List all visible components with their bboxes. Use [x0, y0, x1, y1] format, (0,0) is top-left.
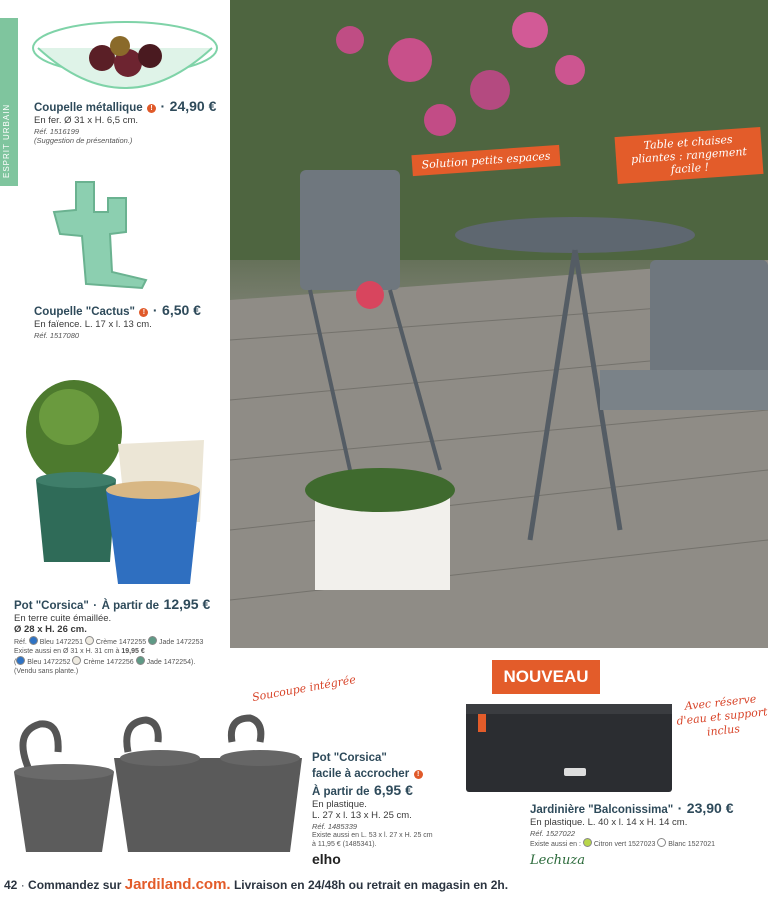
coupelle-metal-image: [30, 8, 220, 90]
coupelle-cactus-image: [46, 172, 156, 292]
pot-corsica-info: Pot "Corsica" · À partir de 12,95 € En terre cuite émaillée. Ø 28 x H. 26 cm. Réf. Bleu 1472251 Crème 1472255 Jade 1472253 Existe aussi en Ø 31 x H. 31 cm à 19,95 € ( Bleu 1472252 Crème 1472256 Jade 1472254). (Vendu sans plante.): [14, 596, 228, 676]
product-material: En plastique. L. 40 x l. 14 x H. 14 cm.: [530, 817, 688, 828]
label-folding-furniture: Table et chaises pliantes : rangement facile !: [615, 127, 764, 184]
label-small-spaces: Solution petits espaces: [411, 145, 560, 176]
ref-number: 1472253: [176, 638, 204, 646]
product-ref: Réf. 1485339: [312, 821, 358, 831]
product-material: En terre cuite émaillée.: [14, 613, 112, 624]
swatch-blue-icon: [16, 656, 25, 665]
product-name-line2: facile à accrocher: [312, 768, 410, 780]
footer-text-2: Livraison en 24/48h ou retrait en magasin en 2h.: [233, 878, 509, 892]
coupelle-cactus-info: Coupelle "Cactus" ! · 6,50 € En faïence. L. 17 x l. 13 cm. Réf. 1517080: [34, 302, 224, 340]
price-prefix: À partir de: [312, 786, 370, 798]
new-badge: NOUVEAU: [492, 660, 600, 694]
info-icon: !: [414, 770, 423, 779]
also-price: 19,95 €: [121, 647, 145, 655]
variants-label: Existe aussi en :: [530, 840, 581, 848]
ref-number: 1472255: [118, 638, 147, 646]
swatch-jade-icon: [136, 656, 145, 665]
section-tab-label: ESPRIT URBAIN: [2, 103, 11, 178]
product-material: En plastique.: [312, 799, 367, 810]
ref-number: 1527021: [687, 840, 716, 848]
product-price: 24,90 €: [169, 98, 217, 114]
footer-text-1: Commandez sur: [28, 878, 122, 892]
ref-label: Réf.: [14, 638, 27, 646]
brand-logo-elho: elho: [312, 851, 341, 868]
color-name: Blanc: [668, 840, 686, 848]
product-price: 6,50 €: [162, 302, 201, 318]
price-prefix: À partir de: [101, 600, 160, 612]
page-number: 42: [4, 878, 18, 892]
swatch-lime-icon: [583, 838, 592, 847]
also-exists-line: [14, 647, 228, 656]
pot-corsica-image: [14, 372, 214, 588]
swatch-cream-icon: [72, 656, 81, 665]
brand-logo-lechuza: Lechuza: [530, 853, 585, 869]
terrace-photo: [230, 0, 768, 648]
product-name: Coupelle métallique: [34, 102, 143, 114]
swatch-blue-icon: [29, 636, 38, 645]
product-material: En faïence. L. 17 x l. 13 cm.: [34, 319, 152, 330]
ref-number: 1472252: [43, 659, 71, 667]
product-name: Jardinière "Balconissima": [530, 804, 674, 816]
product-dims: L. 27 x l. 13 x H. 25 cm.: [312, 809, 412, 821]
product-price: 23,90 €: [686, 800, 734, 816]
product-name: Pot "Corsica": [14, 600, 89, 612]
page-footer: 42 · Commandez sur Jardiland.com. Livraison en 24/48h ou retrait en magasin en 2h.: [4, 876, 509, 893]
swatch-cream-icon: [85, 636, 94, 645]
jardiniere-image: [464, 700, 676, 796]
color-name: Citron vert: [593, 840, 627, 848]
also-exists: Existe aussi en Ø 31 x H. 31 cm à: [14, 647, 120, 655]
product-name: Coupelle "Cactus": [34, 306, 136, 318]
color-name: Bleu: [27, 659, 42, 667]
product-price: 6,95 €: [373, 782, 413, 798]
product-ref: Réf. 1517080: [34, 330, 80, 340]
info-icon: !: [139, 308, 148, 317]
ref-number: 1472254: [163, 659, 191, 667]
product-dims: Ø 28 x H. 26 cm.: [14, 623, 87, 635]
also-exists: Existe aussi en L. 53 x l. 27 x H. 25 cm: [312, 831, 433, 839]
product-price: 12,95 €: [163, 596, 211, 612]
product-note: (Suggestion de présentation.): [34, 135, 133, 145]
color-name: Bleu: [39, 638, 54, 646]
footer-brand-link[interactable]: Jardiland.com.: [124, 876, 231, 893]
color-name: Crème: [83, 659, 105, 667]
product-ref: Réf. 1527022: [530, 828, 576, 838]
variants-line: [530, 838, 764, 849]
coupelle-metal-info: Coupelle métallique ! · 24,90 € En fer. Ø 31 x H. 6,5 cm. Réf. 1516199 (Suggestion de présentation.): [34, 98, 224, 145]
ref-number: 1472251: [55, 638, 83, 646]
jardiniere-info: Jardinière "Balconissima" · 23,90 € En plastique. L. 40 x l. 14 x H. 14 cm. Réf. 1527022 Existe aussi en : Citron vert 1527023 Blanc 1527021 Lechuza: [530, 800, 764, 868]
product-name: Pot "Corsica": [312, 752, 387, 764]
also-price: à 11,95 € (1485341).: [312, 840, 377, 848]
handnote-reserve: Avec réserve d'eau et support inclus: [675, 692, 768, 739]
product-material: En fer. Ø 31 x H. 6,5 cm.: [34, 115, 139, 126]
color-name: Jade: [159, 638, 175, 646]
color-name: Jade: [146, 659, 162, 667]
pot-accrocher-image: [10, 712, 306, 864]
product-note: (Vendu sans plante.): [14, 668, 79, 676]
ref-number: 1472256: [106, 659, 134, 667]
swatch-jade-icon: [148, 636, 157, 645]
color-name: Crème: [95, 638, 117, 646]
ref-line: [14, 636, 228, 647]
product-ref: Réf. 1516199: [34, 126, 80, 136]
ref-number: 1527023: [628, 840, 656, 848]
info-icon: !: [147, 104, 156, 113]
swatch-white-icon: [657, 838, 666, 847]
also-refs-line: ( Bleu 1472252 Crème 1472256 Jade 1472254).: [14, 656, 228, 667]
handnote-soucoupe: Soucoupe intégrée: [251, 672, 357, 705]
pot-accrocher-info: [312, 752, 472, 867]
section-tab: [0, 18, 18, 186]
